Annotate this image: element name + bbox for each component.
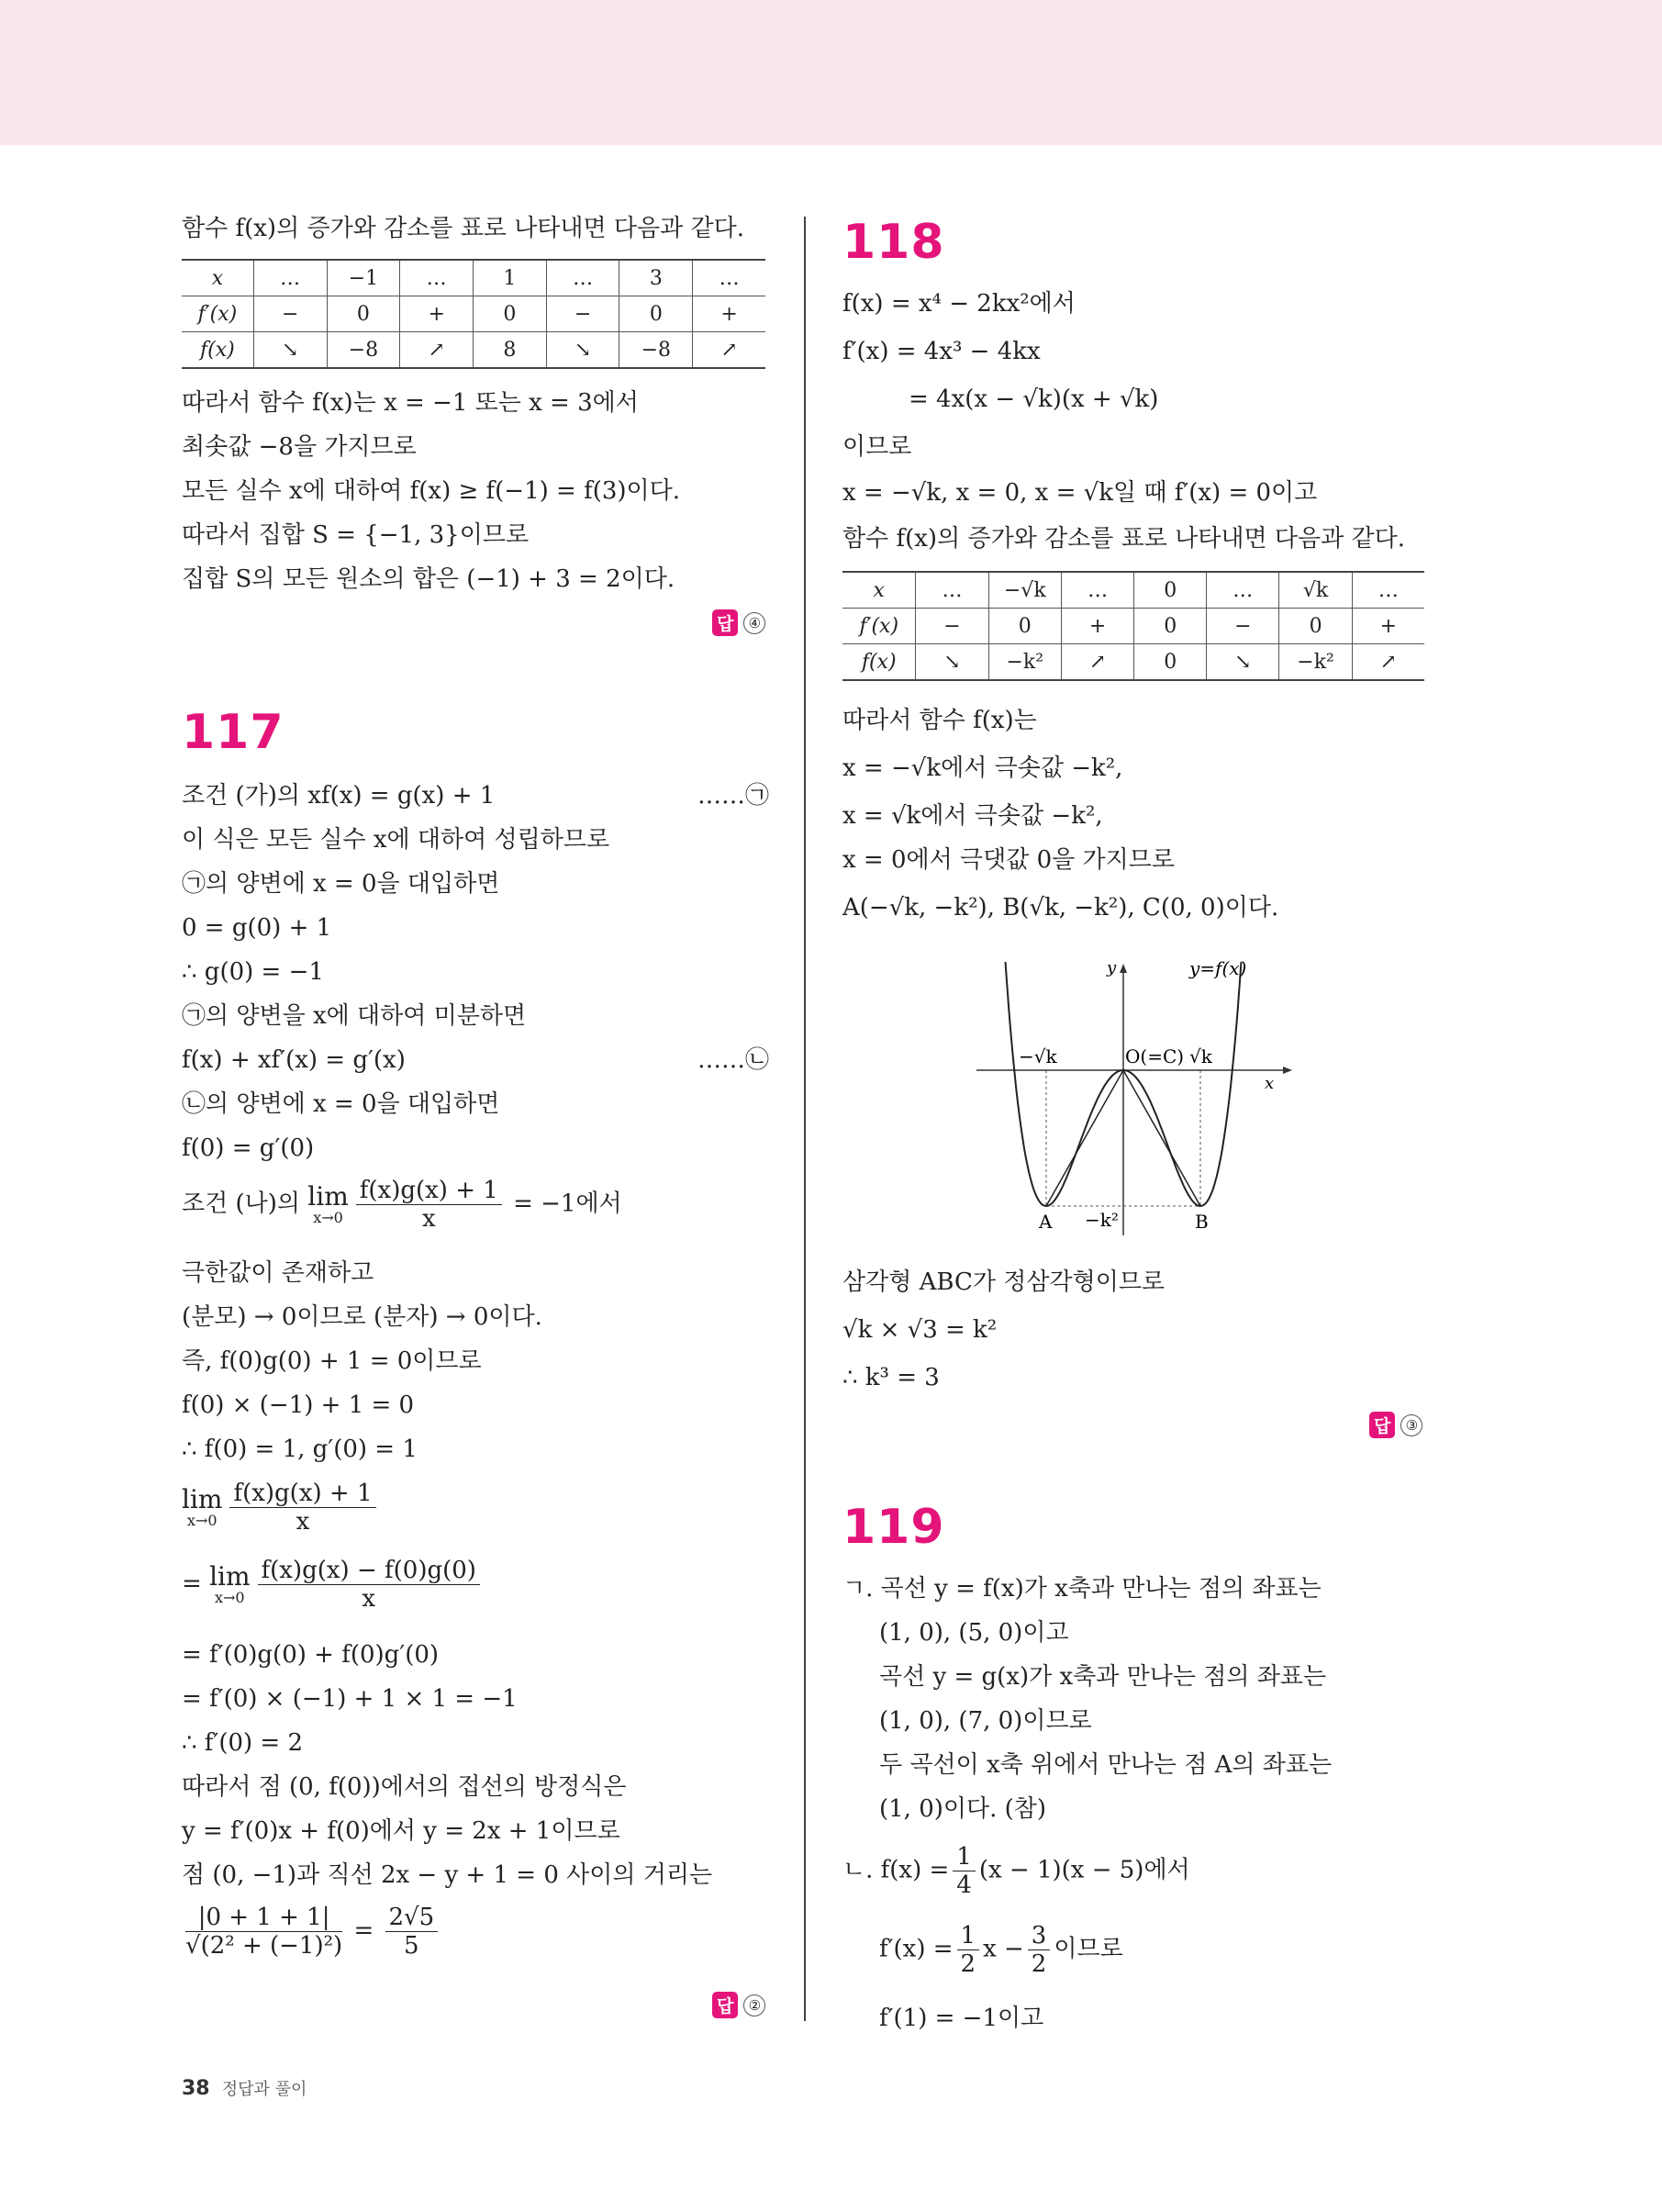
denominator: x (296, 1508, 310, 1536)
equals-sign: = (182, 1570, 202, 1598)
table-cell: … (1352, 572, 1424, 609)
text-line: ∴ f(0) = 1, g′(0) = 1 (182, 1436, 418, 1463)
text-line: ㉠의 양변을 x에 대하여 미분하면 (182, 1002, 527, 1030)
distance-expression (182, 1904, 441, 1960)
answer-badge (1369, 1412, 1422, 1438)
text-line: 따라서 집합 S = {−1, 3}이므로 (182, 521, 530, 549)
table-cell: 3 (619, 260, 693, 296)
text-line: 집합 S의 모든 원소의 합은 (−1) + 3 = 2이다. (182, 565, 675, 593)
text-line: 극한값이 존재하고 (182, 1259, 374, 1287)
increase-decrease-table-116 (182, 259, 765, 369)
text-line: x = −√k에서 극솟값 −k², (842, 754, 1123, 782)
table-cell: − (546, 296, 619, 332)
f-definition (842, 1843, 1190, 1899)
table-cell: ↗ (1062, 644, 1134, 681)
lim-sub: x→0 (186, 1511, 218, 1529)
text-line: y = f′(0)x + f(0)에서 y = 2x + 1이므로 (182, 1817, 620, 1845)
table-row (182, 260, 765, 296)
table-cell: √k (1279, 572, 1352, 609)
table-cell: 0 (988, 609, 1062, 644)
problem-number-119: 119 (842, 1500, 945, 1555)
problem-number-117: 117 (182, 705, 284, 760)
text-line: f′(x) = 4x³ − 4kx (842, 338, 1041, 365)
fraction (185, 1904, 342, 1960)
table-cell: ↘ (1207, 644, 1279, 681)
footer-text: 정답과 풀이 (221, 2080, 307, 2099)
limit-operator (209, 1560, 251, 1606)
text-line: f(x) = x⁴ − 2kx²에서 (842, 290, 1076, 318)
denominator: 2 (1031, 1950, 1047, 1978)
fraction (957, 1922, 980, 1978)
table-cell: + (400, 296, 474, 332)
text-line: 함수 f(x)의 증가와 감소를 표로 나타내면 다음과 같다. (842, 525, 1406, 553)
fraction (953, 1843, 976, 1899)
text-line: 따라서 점 (0, f(0))에서의 접선의 방정식은 (182, 1773, 627, 1801)
fraction (385, 1904, 439, 1960)
table-cell: 0 (1279, 609, 1352, 644)
table-row-header: x (211, 266, 224, 290)
table-row-header: f(x) (861, 650, 897, 674)
cond-suffix: = −1에서 (513, 1190, 622, 1218)
text-line: = f′(0) × (−1) + 1 × 1 = −1 (182, 1685, 518, 1713)
table-row (842, 609, 1424, 644)
lim-sub: x→0 (214, 1588, 245, 1606)
text-line: 따라서 함수 f(x)는 x = −1 또는 x = 3에서 (182, 389, 639, 417)
text-line: 점 (0, −1)과 직선 2x − y + 1 = 0 사이의 거리는 (182, 1861, 713, 1889)
text-line: 모든 실수 x에 대하여 f(x) ≥ f(−1) = f(3)이다. (182, 477, 681, 505)
pos-root-label: √k (1189, 1045, 1212, 1067)
text-line: 즉, f(0)g(0) + 1 = 0이므로 (182, 1347, 482, 1375)
text-line: 0 = g(0) + 1 (182, 914, 332, 942)
table-cell: … (916, 572, 988, 609)
table-row (842, 644, 1424, 681)
problem-number-118: 118 (842, 215, 945, 270)
answer-badge (712, 1992, 765, 2018)
text-line: f(0) × (−1) + 1 = 0 (182, 1391, 415, 1419)
lim-word: lim (307, 1180, 349, 1212)
numerator: f(x)g(x) + 1 (356, 1177, 502, 1205)
expr-suffix: (x − 1)(x − 5)에서 (978, 1856, 1190, 1884)
fraction (258, 1557, 480, 1613)
limit-expression-2 (182, 1480, 380, 1536)
answer-label: 답 (712, 609, 738, 636)
page-number: 38 (182, 2077, 210, 2100)
text-line: (분모) → 0이므로 (분자) → 0이다. (182, 1303, 542, 1331)
x-axis-label: x (1265, 1074, 1275, 1093)
table-cell: 0 (327, 296, 400, 332)
text-line: x = √k에서 극솟값 −k², (842, 802, 1103, 830)
denominator: x (421, 1205, 436, 1233)
text-line: 곡선 y = g(x)가 x축과 만나는 점의 좌표는 (879, 1663, 1327, 1691)
table-cell: 0 (474, 296, 547, 332)
table-row (182, 296, 765, 332)
curve-label: y=f(x) (1189, 957, 1247, 979)
table-cell: 0 (1134, 572, 1207, 609)
lim-sub: x→0 (313, 1208, 343, 1226)
expr-prefix: f′(x) = (879, 1935, 954, 1963)
table-cell: 0 (1134, 609, 1207, 644)
table-cell: 0 (1134, 644, 1207, 681)
table-cell: −√k (988, 572, 1062, 609)
text-line: ∴ g(0) = −1 (182, 958, 324, 986)
table-cell: 0 (619, 296, 693, 332)
answer-value: ② (743, 1994, 765, 2016)
x-axis-arrow (1283, 1067, 1292, 1074)
table-row (182, 332, 765, 369)
text-line: A(−√k, −k²), B(√k, −k²), C(0, 0)이다. (842, 894, 1279, 922)
limit-condition (182, 1177, 622, 1233)
equation-mark-b: ……㉡ (697, 1046, 770, 1074)
table-cell: … (693, 260, 765, 296)
table-cell: + (1352, 609, 1424, 644)
table-cell: … (400, 260, 474, 296)
table-cell: ↘ (916, 644, 988, 681)
text-line: 조건 (가)의 xf(x) = g(x) + 1 (182, 782, 496, 810)
answer-value: ③ (1400, 1414, 1422, 1436)
numerator: f(x)g(x) + 1 (229, 1480, 375, 1508)
text-line: f(0) = g′(0) (182, 1134, 315, 1162)
numerator: 2√5 (385, 1904, 439, 1932)
numerator: 3 (1028, 1922, 1051, 1950)
table-cell: ↗ (693, 332, 765, 369)
cond-prefix: 조건 (나)의 (182, 1190, 301, 1218)
text-line: 이므로 (842, 433, 912, 461)
numerator: |0 + 1 + 1| (185, 1904, 342, 1932)
numerator: 1 (953, 1843, 976, 1871)
table-cell: − (916, 609, 988, 644)
column-divider (804, 217, 806, 2021)
equation-mark-a: ……㉠ (697, 782, 770, 810)
expr-suffix: 이므로 (1054, 1935, 1123, 1963)
text-line: 따라서 함수 f(x)는 (842, 707, 1037, 734)
denominator: 5 (404, 1932, 419, 1960)
table-row (842, 572, 1424, 609)
expr-prefix: ㄴ. f(x) = (842, 1856, 950, 1884)
intro-text: 함수 f(x)의 증가와 감소를 표로 나타내면 다음과 같다. (182, 215, 745, 242)
table-cell: 1 (474, 260, 547, 296)
table-cell: −1 (327, 260, 400, 296)
table-row-header: f′(x) (197, 302, 238, 326)
left-column (182, 202, 769, 2038)
expr-mid: x − (983, 1935, 1024, 1963)
table-row-header: x (873, 578, 885, 602)
derivative-expression (879, 1922, 1123, 1978)
text-line: ∴ k³ = 3 (842, 1364, 940, 1391)
table-cell: + (1062, 609, 1134, 644)
text-line: ∴ f′(0) = 2 (182, 1729, 304, 1757)
answer-value: ④ (743, 612, 765, 634)
table-cell: ↘ (546, 332, 619, 369)
fraction (356, 1177, 502, 1233)
fraction (1028, 1922, 1051, 1978)
top-banner (0, 0, 1662, 145)
table-cell: … (1062, 572, 1134, 609)
text-line: ㄱ. 곡선 y = f(x)가 x축과 만나는 점의 좌표는 (842, 1575, 1322, 1603)
origin-label: O(=C) (1125, 1045, 1185, 1067)
denominator: 4 (956, 1871, 972, 1899)
limit-operator (307, 1180, 349, 1226)
min-value-label: −k² (1085, 1209, 1119, 1231)
lim-word: lim (209, 1560, 251, 1592)
table-cell: −k² (988, 644, 1062, 681)
denominator: √(2² + (−1)²) (185, 1932, 343, 1960)
text-line: x = −√k, x = 0, x = √k일 때 f′(x) = 0이고 (842, 479, 1318, 507)
lim-word: lim (182, 1483, 223, 1514)
table-cell: ↘ (253, 332, 327, 369)
numerator: f(x)g(x) − f(0)g(0) (258, 1557, 480, 1585)
text-line: 삼각형 ABC가 정삼각형이므로 (842, 1268, 1166, 1296)
table-cell: ↗ (400, 332, 474, 369)
table-cell: −8 (327, 332, 400, 369)
text-line: f′(1) = −1이고 (879, 2005, 1044, 2032)
text-line: f(x) + xf′(x) = g′(x) (182, 1046, 406, 1074)
point-a-label: A (1039, 1211, 1053, 1233)
text-line: (1, 0), (5, 0)이고 (879, 1619, 1069, 1647)
table-cell: + (693, 296, 765, 332)
limit-expression-3 (182, 1557, 484, 1613)
answer-label: 답 (712, 1992, 738, 2018)
denominator: x (362, 1585, 376, 1613)
fraction (229, 1480, 375, 1536)
text-line: ㉡의 양변에 x = 0을 대입하면 (182, 1090, 500, 1118)
table-cell: − (1207, 609, 1279, 644)
table-cell: −k² (1279, 644, 1352, 681)
denominator: 2 (960, 1950, 976, 1978)
text-line: 최솟값 −8을 가지므로 (182, 433, 417, 461)
table-row-header: f(x) (200, 338, 235, 362)
text-line: (1, 0), (7, 0)이므로 (879, 1707, 1092, 1735)
point-b-label: B (1195, 1211, 1209, 1233)
y-axis-label: y (1107, 958, 1117, 978)
numerator: 1 (957, 1922, 980, 1950)
table-cell: ↗ (1352, 644, 1424, 681)
table-cell: … (546, 260, 619, 296)
table-cell: … (1207, 572, 1279, 609)
quartic-graph (971, 951, 1301, 1245)
answer-label: 답 (1369, 1412, 1395, 1438)
text-line: √k × √3 = k² (842, 1316, 998, 1344)
equals-sign: = (353, 1916, 374, 1945)
limit-operator (182, 1483, 223, 1529)
neg-root-label: −√k (1019, 1045, 1057, 1067)
text-line: = f′(0)g(0) + f(0)g′(0) (182, 1641, 440, 1669)
text-line: (1, 0)이다. (참) (879, 1795, 1047, 1823)
page-footer (182, 2076, 307, 2100)
table-row-header: f′(x) (859, 614, 899, 638)
increase-decrease-table-118 (842, 571, 1424, 681)
table-cell: −8 (619, 332, 693, 369)
text-line: 이 식은 모든 실수 x에 대하여 성립하므로 (182, 826, 610, 854)
answer-badge (712, 609, 765, 636)
table-cell: − (253, 296, 327, 332)
text-line: 두 곡선이 x축 위에서 만나는 점 A의 좌표는 (879, 1751, 1333, 1779)
text-line: ㉠의 양변에 x = 0을 대입하면 (182, 870, 500, 898)
y-axis-arrow (1120, 964, 1127, 973)
table-cell: … (253, 260, 327, 296)
text-line: = 4x(x − √k)(x + √k) (909, 385, 1159, 413)
text-line: x = 0에서 극댓값 0을 가지므로 (842, 846, 1176, 874)
table-cell: 8 (474, 332, 547, 369)
